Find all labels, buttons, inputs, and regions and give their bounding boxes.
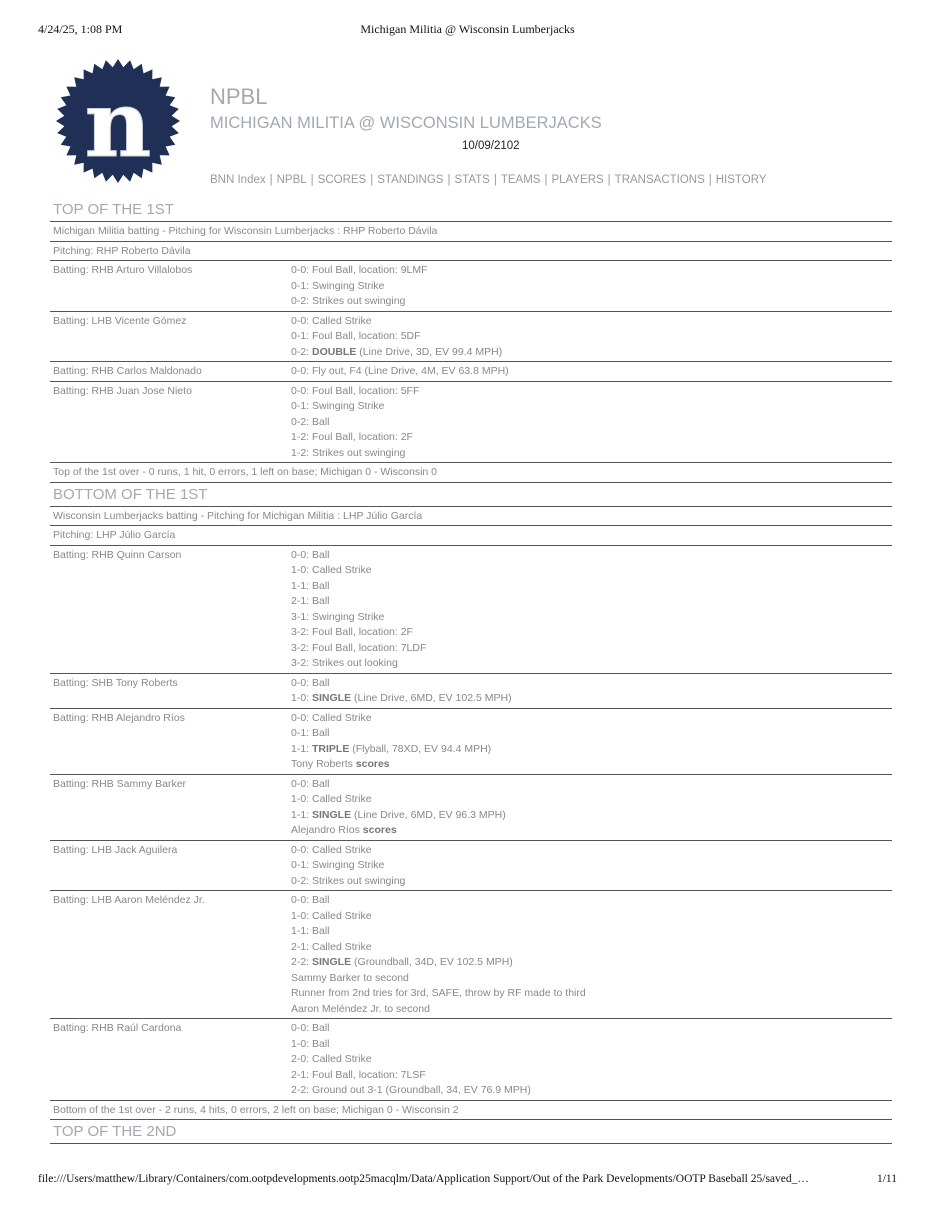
pitch-event: 1-1: Ball <box>291 925 330 937</box>
nav-separator: | <box>447 174 451 186</box>
pitch-events <box>291 364 892 380</box>
log-summary-row: Wisconsin Lumberjacks batting - Pitching for Michigan Militia : LHP Júlio García <box>50 507 892 527</box>
inning-section-title: BOTTOM OF THE 1ST <box>50 483 892 507</box>
pitch-event: 2-1: Ball <box>291 595 330 607</box>
nav-link-history[interactable]: HISTORY <box>715 174 767 186</box>
batter-label: Batting: RHB Alejandro Ríos <box>53 711 185 724</box>
event-detail: (Line Drive, 6MD, EV 102.5 MPH) <box>351 692 512 704</box>
at-bat-row <box>50 362 892 382</box>
pitch-events <box>291 843 892 890</box>
pitch-event <box>291 757 892 773</box>
batter-label: Batting: RHB Carlos Maldonado <box>53 365 202 377</box>
at-bat-row <box>50 709 892 775</box>
event-highlight: scores <box>362 824 397 836</box>
batter-label: Batting: LHB Aaron Meléndez Jr. <box>53 894 205 906</box>
at-bat-row <box>50 382 892 464</box>
at-bat-row <box>50 261 892 312</box>
pitch-event: 3-2: Foul Ball, location: 2F <box>291 626 413 638</box>
nav-link-npbl[interactable]: NPBL <box>276 174 307 186</box>
batter-label: Batting: RHB Sammy Barker <box>53 777 187 790</box>
pitch-event: 1-2: Foul Ball, location: 2F <box>291 431 413 443</box>
log-summary-row: Pitching: RHP Roberto Dávila <box>50 242 892 262</box>
pitch-events <box>291 263 892 310</box>
event-prefix: 0-2: <box>291 345 313 358</box>
pitch-event: 3-2: Foul Ball, location: 7LDF <box>291 641 427 654</box>
at-bat-row <box>50 546 892 674</box>
pitch-event: 0-1: Swinging Strike <box>291 279 385 292</box>
nav-separator: | <box>544 174 548 186</box>
event-highlight: TRIPLE <box>312 742 350 755</box>
pitch-events <box>291 314 892 361</box>
pitch-event <box>291 808 892 824</box>
event-prefix: 1-1: <box>291 742 313 755</box>
event-prefix: 2-2: <box>291 956 313 968</box>
pitch-event: 1-0: Ball <box>291 1037 330 1050</box>
pitch-events <box>291 676 892 707</box>
pitch-event: 0-1: Swinging Strike <box>291 859 385 871</box>
event-prefix: Tony Roberts <box>291 758 356 770</box>
pitch-event: 2-2: Ground out 3-1 (Groundball, 34, EV 76.9 MPH) <box>291 1084 531 1096</box>
nav-separator: | <box>370 174 374 186</box>
inning-section-title: TOP OF THE 1ST <box>50 198 892 222</box>
game-date: 10/09/2102 <box>462 140 520 152</box>
print-header <box>38 22 897 38</box>
pitch-events <box>291 893 892 1017</box>
at-bat-row <box>50 674 892 709</box>
pitch-event: 0-0: Ball <box>291 1022 330 1034</box>
pitch-events <box>291 777 892 839</box>
pitch-event: 3-1: Swinging Strike <box>291 610 385 623</box>
at-bat-row <box>50 1019 892 1101</box>
nav-link-players[interactable]: PLAYERS <box>551 174 604 186</box>
logo-seal-icon <box>55 58 181 184</box>
event-detail: (Flyball, 78XD, EV 94.4 MPH) <box>349 742 492 755</box>
pitch-event <box>291 691 892 707</box>
pitch-event: 2-1: Called Strike <box>291 940 372 953</box>
nav-link-standings[interactable]: STANDINGS <box>377 174 444 186</box>
pitch-event: 0-0: Called Strike <box>291 314 372 327</box>
inning-section-title: TOP OF THE 2ND <box>50 1120 892 1144</box>
pitch-event: 1-0: Called Strike <box>291 793 372 805</box>
pitch-event: 1-0: Called Strike <box>291 564 372 576</box>
pitch-event: Runner from 2nd tries for 3rd, SAFE, throw by RF made to third <box>291 987 586 999</box>
print-datetime: 4/24/25, 1:08 PM <box>38 22 123 36</box>
pitch-events <box>291 384 892 462</box>
batter-label: Batting: LHB Vicente Gómez <box>53 314 187 327</box>
pitch-event: 0-0: Fly out, F4 (Line Drive, 4M, EV 63.8 MPH) <box>291 365 509 377</box>
event-highlight: SINGLE <box>312 956 352 968</box>
nav-separator: | <box>269 174 273 186</box>
pitch-event: 1-2: Strikes out swinging <box>291 446 406 459</box>
nav-link-bnn-index[interactable]: BNN Index <box>210 174 266 186</box>
pitch-event: 3-2: Strikes out looking <box>291 657 398 669</box>
pitch-event: 0-0: Called Strike <box>291 711 372 724</box>
pitch-event: 0-2: Ball <box>291 415 330 428</box>
batter-label: Batting: RHB Juan Jose Nieto <box>53 384 192 397</box>
event-prefix: 1-1: <box>291 808 313 821</box>
pitch-event <box>291 345 892 361</box>
pitch-event: 0-1: Foul Ball, location: 5DF <box>291 330 421 342</box>
pitch-event <box>291 955 892 971</box>
pitch-events <box>291 548 892 672</box>
nav-link-teams[interactable]: TEAMS <box>500 174 541 186</box>
npbl-logo <box>55 58 181 184</box>
at-bat-row <box>50 891 892 1019</box>
nav-separator: | <box>708 174 712 186</box>
event-prefix: Alejandro Ríos <box>291 824 363 836</box>
nav-link-scores[interactable]: SCORES <box>317 174 367 186</box>
at-bat-row <box>50 775 892 841</box>
nav-separator: | <box>607 174 611 186</box>
at-bat-row <box>50 841 892 892</box>
pitch-event: 0-0: Ball <box>291 894 330 906</box>
batter-label: Batting: LHB Jack Aguilera <box>53 843 178 856</box>
pitch-event: Aaron Meléndez Jr. to second <box>291 1002 430 1015</box>
at-bat-row <box>50 312 892 363</box>
print-footer <box>38 1173 897 1189</box>
batter-label: Batting: RHB Quinn Carson <box>53 548 182 561</box>
log-summary-row: Pitching: LHP Júlio García <box>50 526 892 546</box>
batter-label: Batting: RHB Raúl Cardona <box>53 1022 182 1034</box>
event-prefix: 1-0: <box>291 692 313 704</box>
play-by-play-log <box>50 198 892 1144</box>
pitch-event: 1-0: Called Strike <box>291 909 372 922</box>
event-highlight: SINGLE <box>312 692 352 704</box>
pitch-event: 0-2: Strikes out swinging <box>291 874 406 887</box>
pitch-events <box>291 711 892 773</box>
pitch-event: 0-1: Ball <box>291 727 330 739</box>
logo-letter: n <box>84 70 152 178</box>
print-title: Michigan Militia @ Wisconsin Lumberjacks <box>360 22 575 36</box>
pitch-event: 0-0: Called Strike <box>291 843 372 856</box>
pitch-event: 0-0: Foul Ball, location: 5FF <box>291 384 420 397</box>
pitch-event: 1-1: Ball <box>291 579 330 592</box>
print-file-path: file:///Users/matthew/Library/Containers/com.ootpdevelopments.ootp25macqlm/Data/Application Support/Out of the Park Developments/OOTP Baseball 25/saved_… <box>38 1173 809 1185</box>
nav-link-stats[interactable]: STATS <box>454 174 490 186</box>
matchup-title: MICHIGAN MILITIA @ WISCONSIN LUMBERJACKS <box>210 114 602 132</box>
log-summary-row: Michigan Militia batting - Pitching for Wisconsin Lumberjacks : RHP Roberto Dávila <box>50 222 892 242</box>
event-highlight: SINGLE <box>312 808 352 821</box>
batter-label: Batting: SHB Tony Roberts <box>53 676 178 689</box>
pitch-event: 0-1: Swinging Strike <box>291 400 385 412</box>
event-detail: (Groundball, 34D, EV 102.5 MPH) <box>351 956 513 968</box>
pitch-event: 0-0: Ball <box>291 676 330 689</box>
pitch-event: 0-2: Strikes out swinging <box>291 295 406 307</box>
pitch-event: 0-0: Ball <box>291 548 330 561</box>
event-detail: (Line Drive, 6MD, EV 96.3 MPH) <box>351 808 506 821</box>
event-highlight: DOUBLE <box>312 345 357 358</box>
nav-link-transactions[interactable]: TRANSACTIONS <box>614 174 705 186</box>
print-page-number: 1/11 <box>876 1173 897 1185</box>
pitch-event <box>291 823 892 839</box>
pitch-event: 0-0: Foul Ball, location: 9LMF <box>291 264 428 276</box>
nav-separator: | <box>493 174 497 186</box>
event-detail: (Line Drive, 3D, EV 99.4 MPH) <box>356 345 503 358</box>
pitch-event: 2-1: Foul Ball, location: 7LSF <box>291 1068 426 1081</box>
event-highlight: scores <box>355 758 390 770</box>
pitch-event <box>291 742 892 758</box>
pitch-event: 2-0: Called Strike <box>291 1053 372 1065</box>
pitch-events <box>291 1021 892 1099</box>
league-title: NPBL <box>210 84 268 109</box>
batter-label: Batting: RHB Arturo Villalobos <box>53 264 193 276</box>
log-summary-row: Top of the 1st over - 0 runs, 1 hit, 0 errors, 1 left on base; Michigan 0 - Wisconsin 0 <box>50 463 892 483</box>
nav-separator: | <box>310 174 314 186</box>
top-navigation <box>210 174 766 186</box>
log-summary-row: Bottom of the 1st over - 2 runs, 4 hits, 0 errors, 2 left on base; Michigan 0 - Wisconsin 2 <box>50 1101 892 1121</box>
pitch-event: Sammy Barker to second <box>291 971 409 984</box>
pitch-event: 0-0: Ball <box>291 777 330 790</box>
